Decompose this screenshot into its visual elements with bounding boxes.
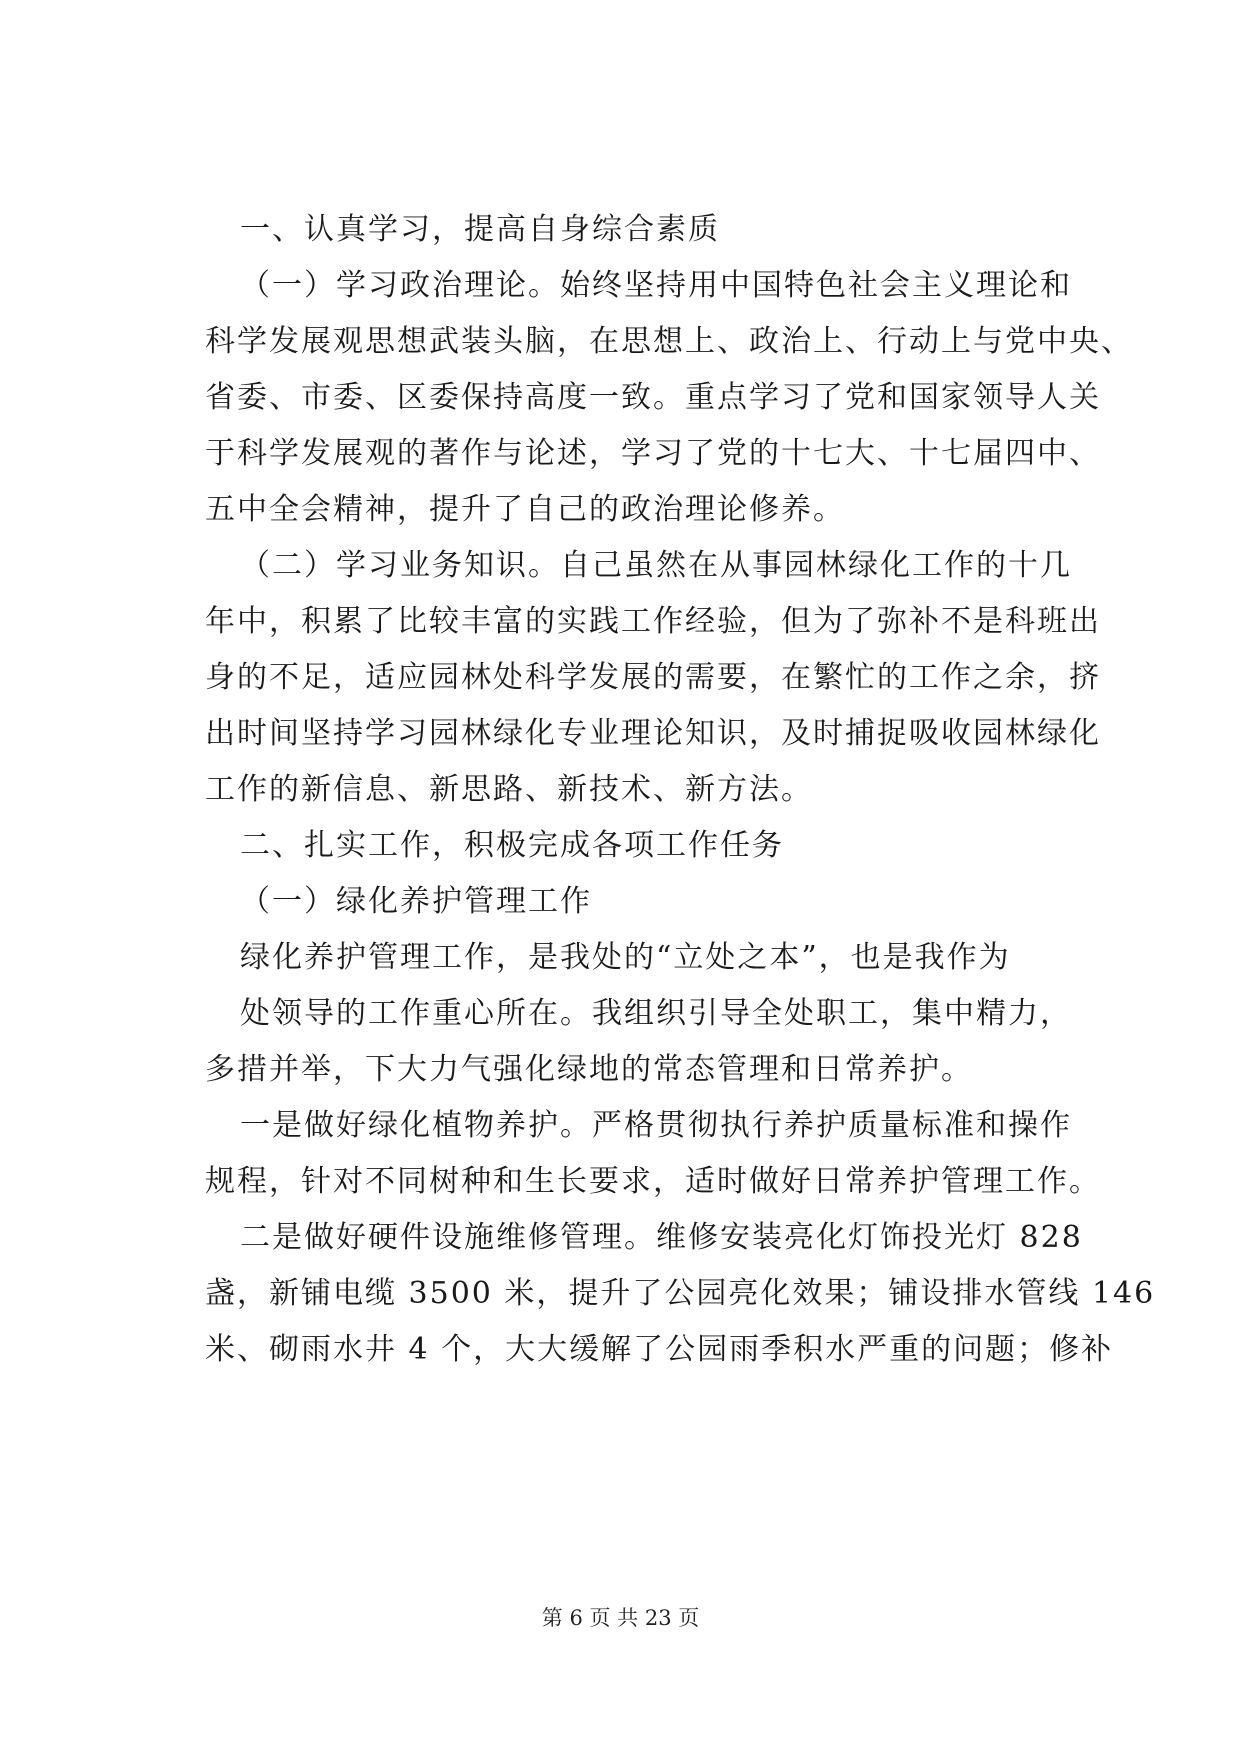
paragraph-line: 米、砌雨水井 4 个，大大缓解了公园雨季积水严重的问题；修补 [205, 1332, 1114, 1367]
heading-section-1: 一、认真学习，提高自身综合素质 [240, 212, 720, 247]
paragraph-line: 规程，针对不同树种和生长要求，适时做好日常养护管理工作。 [205, 1164, 1101, 1199]
heading-section-2: 二、扎实工作，积极完成各项工作任务 [240, 828, 784, 863]
paragraph-line: 多措并举，下大力气强化绿地的常态管理和日常养护。 [205, 1052, 973, 1087]
paragraph-line: 年中，积累了比较丰富的实践工作经验，但为了弥补不是科班出 [205, 604, 1101, 639]
subheading: （一）绿化养护管理工作 [240, 884, 592, 919]
paragraph-line: 于科学发展观的著作与论述，学习了党的十七大、十七届四中、 [205, 436, 1101, 471]
paragraph-line: 绿化养护管理工作，是我处的“立处之本”，也是我作为 [240, 940, 1011, 975]
paragraph-line: 五中全会精神，提升了自己的政治理论修养。 [205, 492, 845, 527]
page-number-footer: 第 6 页 共 23 页 [541, 1606, 700, 1630]
paragraph-line: 处领导的工作重心所在。我组织引导全处职工，集中精力， [240, 996, 1072, 1031]
paragraph-line: （二）学习业务知识。自己虽然在从事园林绿化工作的十几 [240, 548, 1072, 583]
paragraph-line: 一是做好绿化植物养护。严格贯彻执行养护质量标准和操作 [240, 1108, 1072, 1143]
paragraph-line: （一）学习政治理论。始终坚持用中国特色社会主义理论和 [240, 268, 1072, 303]
paragraph-line: 盏，新铺电缆 3500 米，提升了公园亮化效果；铺设排水管线 146 [205, 1276, 1156, 1311]
paragraph-line: 身的不足，适应园林处科学发展的需要，在繁忙的工作之余，挤 [205, 660, 1101, 695]
paragraph-line: 省委、市委、区委保持高度一致。重点学习了党和国家领导人关 [205, 380, 1101, 415]
paragraph-line: 科学发展观思想武装头脑，在思想上、政治上、行动上与党中央、 [205, 324, 1133, 359]
paragraph-line: 二是做好硬件设施维修管理。维修安装亮化灯饰投光灯 828 [240, 1220, 1083, 1255]
paragraph-line: 工作的新信息、新思路、新技术、新方法。 [205, 772, 813, 807]
paragraph-line: 出时间坚持学习园林绿化专业理论知识，及时捕捉吸收园林绿化 [205, 716, 1101, 751]
